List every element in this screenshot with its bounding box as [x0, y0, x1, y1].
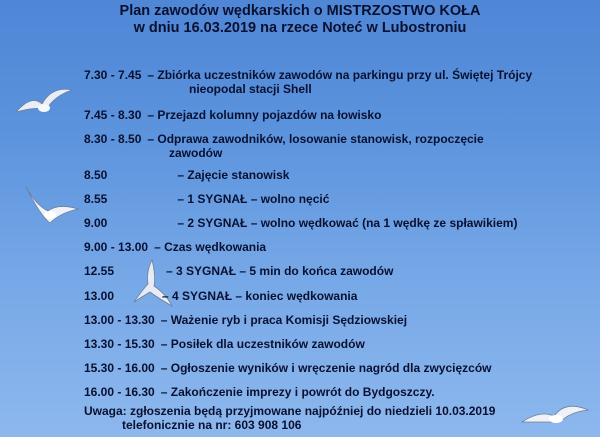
schedule-row — [84, 132, 484, 160]
schedule-row — [84, 108, 381, 122]
seagull-left-top-image — [14, 82, 74, 122]
schedule-description: – Zakończenie imprezy i powrót do Bydgoszczy. — [160, 385, 435, 399]
schedule-time: 13.30 - 15.30 — [84, 337, 155, 351]
schedule-description: – Czas wędkowania — [154, 240, 267, 254]
schedule-row — [84, 289, 357, 303]
note-line-1: Uwaga: zgłoszenia będą przyjmowane najpóźniej do niedzieli 10.03.2019 — [84, 404, 496, 418]
schedule-description: – Zbiórka uczestników zawodów na parkingu przy ul. Świętej Trójcy — [147, 68, 533, 82]
schedule-description: – Ogłoszenie wyników i wręczenie nagród dla zwycięzców — [160, 361, 492, 375]
schedule-time: 8.55 — [84, 192, 108, 206]
schedule-description-continued: nieopodal stacji Shell — [189, 82, 312, 96]
schedule-description: – Zajęcie stanowisk — [177, 168, 290, 182]
schedule-row — [84, 361, 492, 375]
schedule-description: – Odprawa zawodników, losowanie stanowisk, rozpoczęcie — [147, 132, 484, 146]
schedule-time: 13.00 — [84, 289, 115, 303]
schedule-description: – Posiłek dla uczestników zawodów — [160, 337, 365, 351]
schedule-time: 12.55 — [84, 264, 115, 278]
schedule-time: 9.00 - 13.00 — [84, 240, 149, 254]
title-line-2: w dniu 16.03.2019 na rzece Noteć w Lubostroniu — [133, 20, 467, 36]
schedule-description: – 3 SYGNAŁ – 5 min do końca zawodów — [166, 264, 394, 278]
schedule-row — [84, 168, 289, 182]
page-title — [0, 3, 600, 37]
seagull-left-mid-image — [22, 185, 82, 230]
schedule-time: 16.00 - 16.30 — [84, 385, 155, 399]
schedule-row — [84, 337, 365, 351]
schedule-time: 9.00 — [84, 216, 108, 230]
schedule-time: 8.30 - 8.50 — [84, 132, 142, 146]
schedule-time: 15.30 - 16.00 — [84, 361, 155, 375]
schedule-row — [84, 192, 329, 206]
schedule-row — [84, 240, 266, 254]
schedule-row — [84, 68, 532, 96]
schedule-row — [84, 216, 517, 230]
schedule-time: 7.30 - 7.45 — [84, 68, 142, 82]
schedule-description: – 4 SYGNAŁ – koniec wędkowania — [162, 289, 358, 303]
schedule-time: 8.50 — [84, 168, 108, 182]
schedule-description-continued: zawodów — [169, 146, 223, 160]
schedule-description: – 2 SYGNAŁ – wolno wędkować (na 1 wędkę ze spławikiem) — [177, 216, 518, 230]
title-line-1: Plan zawodów wędkarskich o MISTRZOSTWO KOŁA — [119, 3, 481, 19]
schedule-description: – 1 SYGNAŁ – wolno nęcić — [177, 192, 330, 206]
schedule-description: – Przejazd kolumny pojazdów na łowisko — [147, 108, 382, 122]
schedule-description: – Ważenie ryb i praca Komisji Sędziowskiej — [160, 313, 408, 327]
schedule-time: 7.45 - 8.30 — [84, 108, 142, 122]
seagull-right-bottom-image — [520, 396, 590, 432]
schedule-row — [84, 313, 407, 327]
schedule-row — [84, 385, 435, 399]
schedule-row — [84, 264, 393, 278]
note — [84, 404, 495, 432]
note-line-2: telefonicznie na nr: 603 908 106 — [122, 418, 302, 432]
schedule-time: 13.00 - 13.30 — [84, 313, 155, 327]
